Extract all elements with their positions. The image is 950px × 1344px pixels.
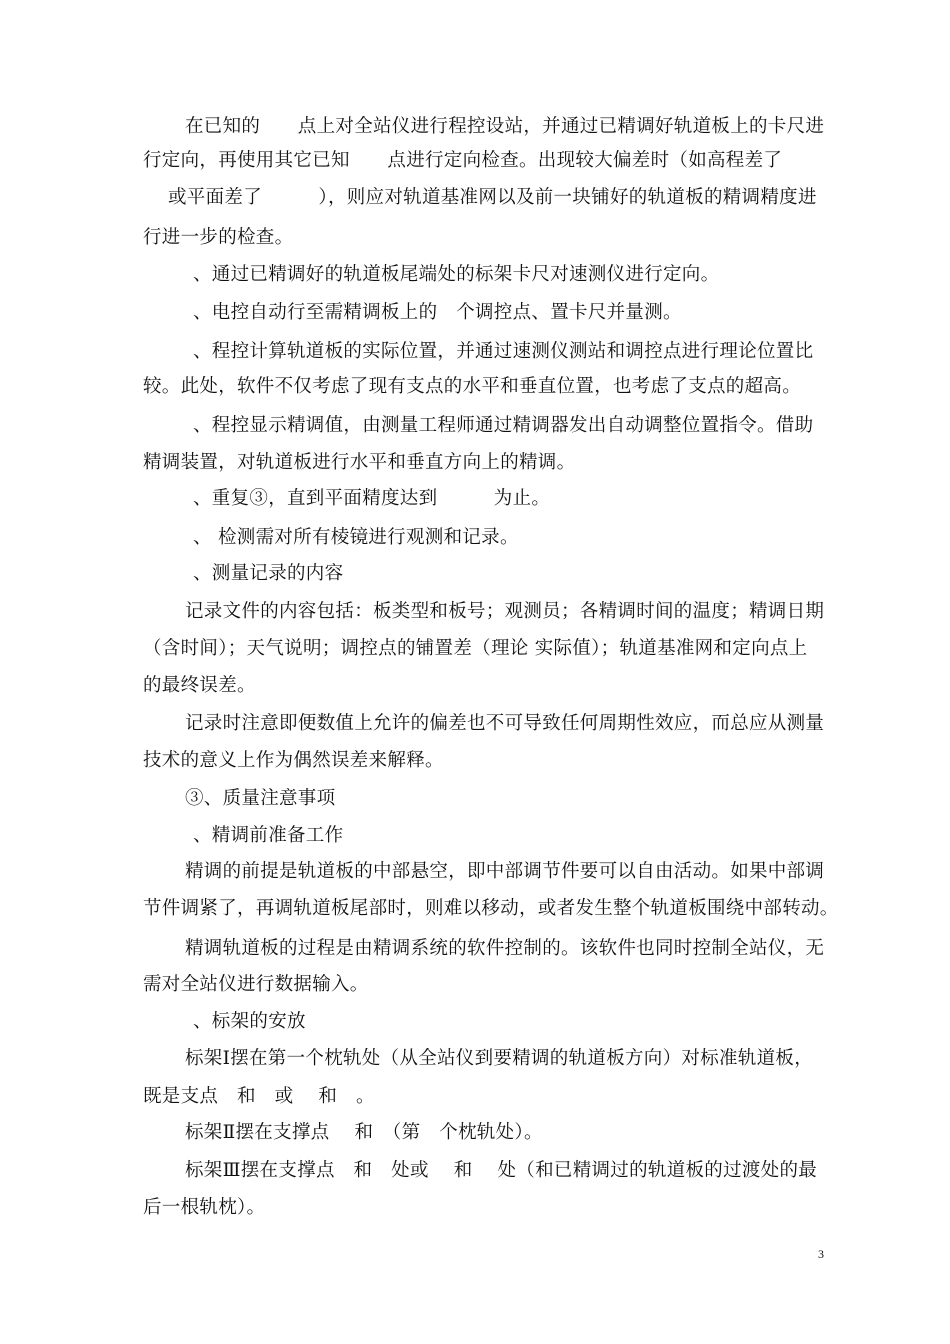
text-line: 标架Ⅰ摆在第一个枕轨处（从全站仪到要精调的轨道板方向）对标准轨道板， xyxy=(185,1048,814,1069)
text-line: 的最终误差。 xyxy=(143,675,256,696)
text-line: 精调装置，对轨道板进行水平和垂直方向上的精调。 xyxy=(143,452,576,473)
text-line: 较。此处，软件不仅考虑了现有支点的水平和垂直位置，也考虑了支点的超高。 xyxy=(143,376,802,397)
page-number: 3 xyxy=(818,1247,824,1261)
text-line: 在已知的 点上对全站仪进行程控设站，并通过已精调好轨道板上的卡尺进 xyxy=(185,116,825,137)
list-item: 、重复③，直到平面精度达到 为止。 xyxy=(193,488,551,509)
text-line: 技术的意义上作为偶然误差来解释。 xyxy=(143,750,444,771)
text-line: （含时间）；天气说明；调控点的铺置差（理论 实际值）；轨道基准网和定向点上 xyxy=(143,638,808,659)
text-line: 标架Ⅲ摆在支撑点 和 处或 和 处（和已精调过的轨道板的过渡处的最 xyxy=(185,1160,818,1181)
section-heading: ③、质量注意事项 xyxy=(185,788,336,809)
text-line: 行进一步的检查。 xyxy=(143,227,294,248)
list-item: 、程控显示精调值，由测量工程师通过精调器发出自动调整位置指令。借助 xyxy=(193,415,814,436)
text-line: 标架Ⅱ摆在支撑点 和 （第 个枕轨处）。 xyxy=(185,1122,543,1143)
list-item: 、 检测需对所有棱镜进行观测和记录。 xyxy=(193,527,519,548)
section-heading: 、精调前准备工作 xyxy=(193,825,344,846)
list-item: 、通过已精调好的轨道板尾端处的标架卡尺对速测仪进行定向。 xyxy=(193,264,720,285)
text-line: 需对全站仪进行数据输入。 xyxy=(143,974,369,995)
text-line: 或平面差了 ），则应对轨道基准网以及前一块铺好的轨道板的精调精度进 xyxy=(168,187,817,208)
text-line: 后一根轨枕）。 xyxy=(143,1197,266,1218)
text-line: 记录文件的内容包括：板类型和板号；观测员；各精调时间的温度；精调日期 xyxy=(185,601,825,622)
list-item: 、程控计算轨道板的实际位置，并通过速测仪测站和调控点进行理论位置比 xyxy=(193,341,814,362)
section-heading: 、测量记录的内容 xyxy=(193,563,344,584)
text-line: 精调轨道板的过程是由精调系统的软件控制的。该软件也同时控制全站仪，无 xyxy=(185,938,825,959)
text-line: 精调的前提是轨道板的中部悬空，即中部调节件要可以自由活动。如果中部调 xyxy=(185,861,825,882)
text-line: 行定向，再使用其它已知 点进行定向检查。出现较大偏差时（如高程差了 xyxy=(143,150,783,171)
text-line: 节件调紧了，再调轨道板尾部时，则难以移动，或者发生整个轨道板围绕中部转动。 xyxy=(143,898,839,919)
list-item: 、电控自动行至需精调板上的 个调控点、置卡尺并量测。 xyxy=(193,302,682,323)
text-line: 既是支点 和 或 和 。 xyxy=(143,1086,375,1107)
text-line: 记录时注意即便数值上允许的偏差也不可导致任何周期性效应，而总应从测量 xyxy=(185,713,825,734)
section-heading: 、标架的安放 xyxy=(193,1011,306,1032)
